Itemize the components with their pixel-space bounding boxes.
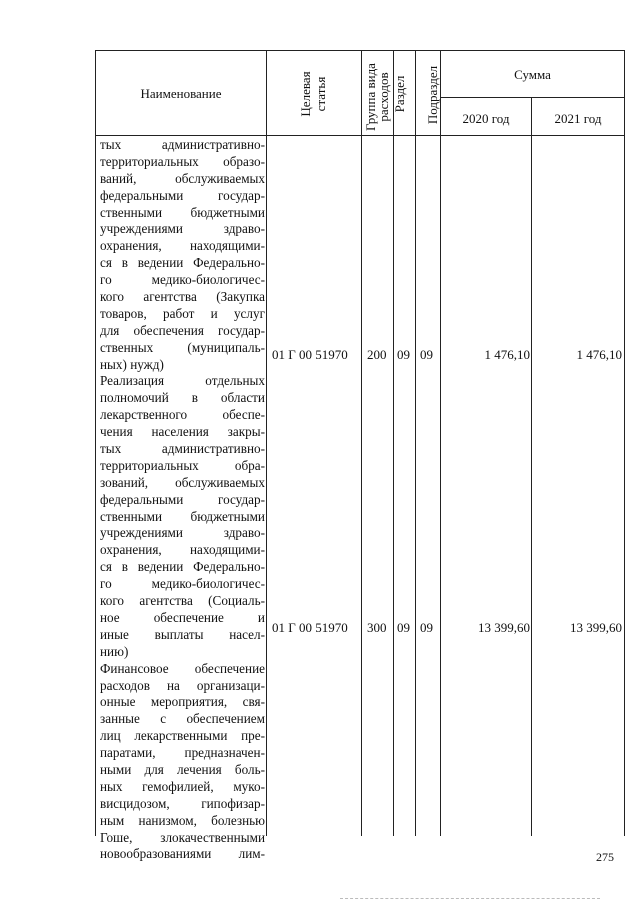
name-line: территориальных обра- <box>100 457 265 473</box>
row2-section: 09 <box>397 620 410 635</box>
name-line: нию) <box>100 643 129 659</box>
name-line: Реализация отдельных <box>100 373 265 389</box>
row1-sum-2021: 1 476,10 <box>576 347 622 362</box>
row2-sum-2021: 13 399,60 <box>570 620 622 635</box>
col-divider-target <box>361 50 362 836</box>
table-left-border <box>95 50 96 836</box>
name-line: товаров, работ и услуг <box>100 305 265 321</box>
page-number: 275 <box>596 850 614 864</box>
name-line: Гоше, злокачественными <box>100 829 265 845</box>
scan-artifact-line <box>340 898 600 899</box>
name-line: ственных (муниципаль- <box>100 339 265 355</box>
name-line: тых административно- <box>100 441 265 457</box>
col-divider-section <box>415 50 416 836</box>
name-line: учреждениями здраво- <box>100 525 265 541</box>
name-line: лиц лекарственными пре- <box>100 728 265 744</box>
row2-subsection: 09 <box>420 620 433 635</box>
table-right-border <box>624 50 625 836</box>
row2-expense-group: 300 <box>367 620 387 635</box>
name-line: иные выплаты насел- <box>100 626 265 642</box>
row1-sum-2020: 1 476,10 <box>484 347 530 362</box>
name-line: ственными бюджетными <box>100 508 265 524</box>
name-line: учреждениями здраво- <box>100 221 265 237</box>
sum-header-divider <box>440 97 624 98</box>
name-line: ся в ведении Федерально- <box>100 559 265 575</box>
header-sum: Сумма <box>514 67 551 82</box>
col-divider-subsection <box>440 50 441 836</box>
name-line: го медико-биологичес- <box>100 576 265 592</box>
row1-expense-group: 200 <box>367 347 387 362</box>
name-line: Финансовое обеспечение <box>100 660 265 676</box>
header-year-2020: 2020 год <box>462 111 510 126</box>
name-line: занные с обеспечением <box>100 711 265 727</box>
header-bottom-border <box>95 135 624 136</box>
col-divider-name <box>266 50 267 836</box>
name-line: территориальных образо- <box>100 153 265 169</box>
name-line: тых административно- <box>100 137 265 152</box>
name-line: охранения, находящими- <box>100 542 265 558</box>
name-column-text <box>100 137 265 863</box>
name-line: ными для лечения боль- <box>100 761 265 777</box>
name-line: онные мероприятия, свя- <box>100 694 265 710</box>
row2-target-article: 01 Г 00 51970 <box>272 620 348 635</box>
header-subsection: Подраздел <box>425 65 440 125</box>
row2-sum-2020: 13 399,60 <box>478 620 530 635</box>
name-line: ся в ведении Федерально- <box>100 255 265 271</box>
header-section: Раздел <box>392 75 407 113</box>
row1-subsection: 09 <box>420 347 433 362</box>
name-line: ных) нужд) <box>100 356 164 372</box>
header-name: Наименование <box>140 86 222 101</box>
header-target-article: Целевая статья <box>298 71 328 117</box>
name-line: паратами, предназначен- <box>100 745 265 761</box>
name-line: кого агентства (Социаль- <box>100 593 265 609</box>
name-line: ных гемофилией, муко- <box>100 778 265 794</box>
name-line: расходов на организаци- <box>100 677 265 693</box>
name-line: чения населения закры- <box>100 424 265 440</box>
col-divider-group <box>393 50 394 836</box>
name-line: ное обеспечение и <box>100 609 265 625</box>
name-line: полномочий в области <box>100 390 265 406</box>
name-line: ваний, обслуживаемых <box>100 170 265 186</box>
header-expense-group: Группа вида расходов <box>363 63 391 131</box>
name-line: федеральными государ- <box>100 187 265 203</box>
name-line: зований, обслуживаемых <box>100 474 265 490</box>
row1-section: 09 <box>397 347 410 362</box>
name-line: лекарственного обеспе- <box>100 407 265 423</box>
name-line: висцидозом, гипофизар- <box>100 795 265 811</box>
name-line: охранения, находящими- <box>100 238 265 254</box>
name-line: ным нанизмом, болезнью <box>100 812 265 828</box>
name-line: федеральными государ- <box>100 491 265 507</box>
col-divider-years <box>531 97 532 836</box>
name-line: новообразованиями лим- <box>100 846 265 862</box>
name-line: для обеспечения государ- <box>100 322 265 338</box>
row1-target-article: 01 Г 00 51970 <box>272 347 348 362</box>
header-year-2021: 2021 год <box>554 111 602 126</box>
name-line: ственными бюджетными <box>100 204 265 220</box>
name-line: кого агентства (Закупка <box>100 289 265 305</box>
name-line: го медико-биологичес- <box>100 272 265 288</box>
table-top-border <box>95 50 624 51</box>
